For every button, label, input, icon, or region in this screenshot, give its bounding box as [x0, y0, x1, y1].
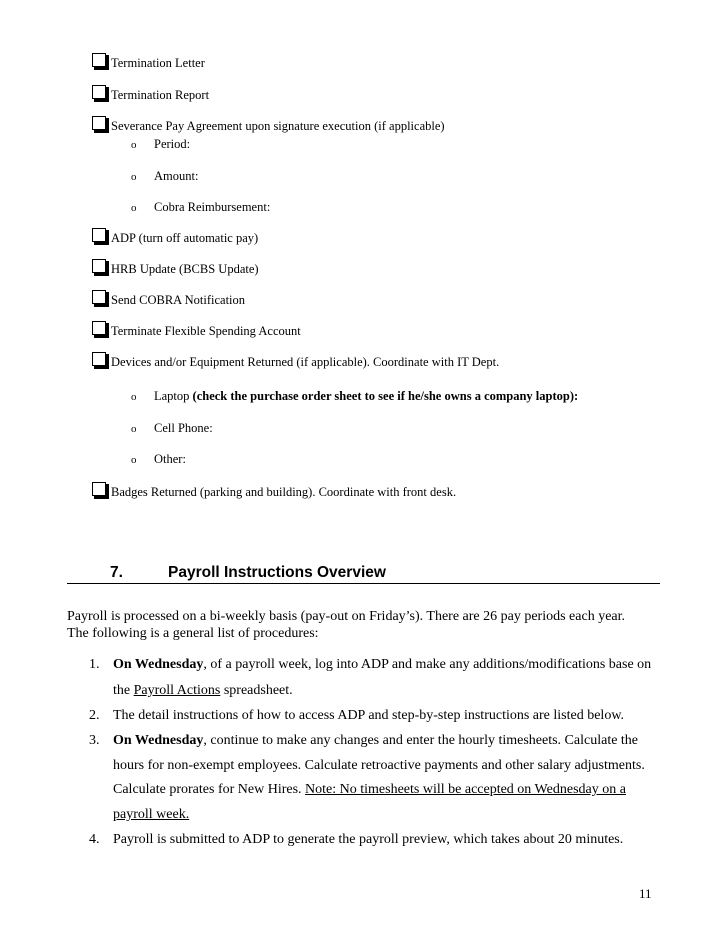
step-number: 1.	[89, 657, 100, 672]
checkbox-icon[interactable]	[92, 116, 109, 133]
checklist-label: Terminate Flexible Spending Account	[111, 324, 301, 338]
bullet-icon: o	[131, 138, 137, 151]
step-text: the	[113, 683, 134, 698]
timesheet-note: Note: No timesheets will be accepted on Wednesday on a	[305, 782, 626, 797]
checklist-label: Severance Pay Agreement upon signature execution (if applicable)	[111, 119, 445, 133]
checklist-item-cobra-notification[interactable]	[92, 290, 245, 307]
timesheet-note: payroll week.	[113, 807, 190, 822]
section-number: 7.	[110, 564, 123, 581]
checkbox-icon[interactable]	[92, 321, 109, 338]
checkbox-icon[interactable]	[92, 290, 109, 307]
step-emphasis: On Wednesday	[113, 733, 204, 748]
sub-item-label: Other:	[154, 452, 186, 466]
step-3-line-2: hours for non-exempt employees. Calculate retroactive payments and other salary adjustments.	[113, 758, 645, 773]
sub-item-cell-phone	[131, 421, 213, 436]
checklist-label: Send COBRA Notification	[111, 293, 246, 307]
bullet-icon: o	[131, 170, 137, 183]
sub-item-other	[131, 452, 186, 467]
checklist-label: HRB Update (BCBS Update)	[111, 262, 259, 276]
step-3-line-4	[113, 807, 189, 823]
step-text: , of a payroll week, log into ADP and make any additions/modifications base on	[203, 657, 652, 672]
checkbox-icon[interactable]	[92, 53, 109, 70]
page-number: 11	[639, 886, 652, 901]
sub-item-label: Cell Phone:	[154, 421, 213, 435]
step-3-line-3	[113, 782, 626, 798]
step-1-line-2	[113, 683, 293, 699]
sub-item-amount	[131, 169, 198, 184]
section-title: Payroll Instructions Overview	[168, 564, 386, 581]
checklist-item-termination-letter[interactable]	[92, 53, 205, 70]
bullet-icon: o	[131, 390, 137, 403]
step-number: 3.	[89, 733, 100, 748]
checklist-item-hrb[interactable]	[92, 259, 259, 276]
checklist-item-severance[interactable]	[92, 116, 445, 133]
step-number: 2.	[89, 708, 100, 723]
checklist-label: Termination Report	[111, 88, 210, 102]
step-text: , continue to make any changes and enter the hourly timesheets. Calculate the	[203, 733, 639, 748]
checklist-item-adp[interactable]	[92, 228, 258, 245]
checklist-item-devices[interactable]	[92, 352, 499, 369]
checkbox-icon[interactable]	[92, 352, 109, 369]
step-text: Calculate prorates for New Hires.	[113, 782, 306, 797]
step-2-line-1: The detail instructions of how to access ADP and step-by-step instructions are listed below.	[113, 708, 625, 723]
checkbox-icon[interactable]	[92, 85, 109, 102]
checklist-label: Badges Returned (parking and building). Coordinate with front desk.	[111, 485, 457, 499]
bullet-icon: o	[131, 453, 137, 466]
sub-item-label: Period:	[154, 137, 191, 151]
checklist-item-fsa[interactable]	[92, 321, 301, 338]
bullet-icon: o	[131, 422, 137, 435]
laptop-note: (check the purchase order sheet to see if he/she owns a company laptop):	[192, 389, 579, 403]
checklist-label: ADP (turn off automatic pay)	[111, 231, 259, 245]
step-1-line-1	[113, 657, 651, 673]
sub-item-label: Laptop	[154, 389, 190, 403]
step-number: 4.	[89, 832, 100, 847]
checklist-item-badges[interactable]	[92, 482, 456, 499]
sub-item-period	[131, 137, 190, 152]
checkbox-icon[interactable]	[92, 228, 109, 245]
step-3-line-1	[113, 733, 638, 749]
sub-item-label: Amount:	[154, 169, 199, 183]
intro-line-2: The following is a general list of procedures:	[67, 626, 319, 641]
intro-line-1: Payroll is processed on a bi-weekly basis (pay-out on Friday’s). There are 26 pay periods each year.	[67, 609, 626, 624]
sub-item-laptop	[131, 389, 578, 404]
sub-item-cobra	[131, 200, 270, 215]
sub-item-label: Cobra Reimbursement:	[154, 200, 271, 214]
checklist-label: Termination Letter	[111, 56, 205, 70]
payroll-actions-link[interactable]: Payroll Actions	[133, 683, 221, 698]
checklist-label: Devices and/or Equipment Returned (if applicable). Coordinate with IT Dept.	[111, 355, 500, 369]
step-text: spreadsheet.	[220, 683, 293, 698]
step-4-line-1: Payroll is submitted to ADP to generate the payroll preview, which takes about 20 minutes.	[113, 832, 624, 847]
checklist-item-termination-report[interactable]	[92, 85, 209, 102]
checkbox-icon[interactable]	[92, 259, 109, 276]
checkbox-icon[interactable]	[92, 482, 109, 499]
step-emphasis: On Wednesday	[113, 657, 204, 672]
bullet-icon: o	[131, 201, 137, 214]
heading-rule	[67, 583, 660, 584]
